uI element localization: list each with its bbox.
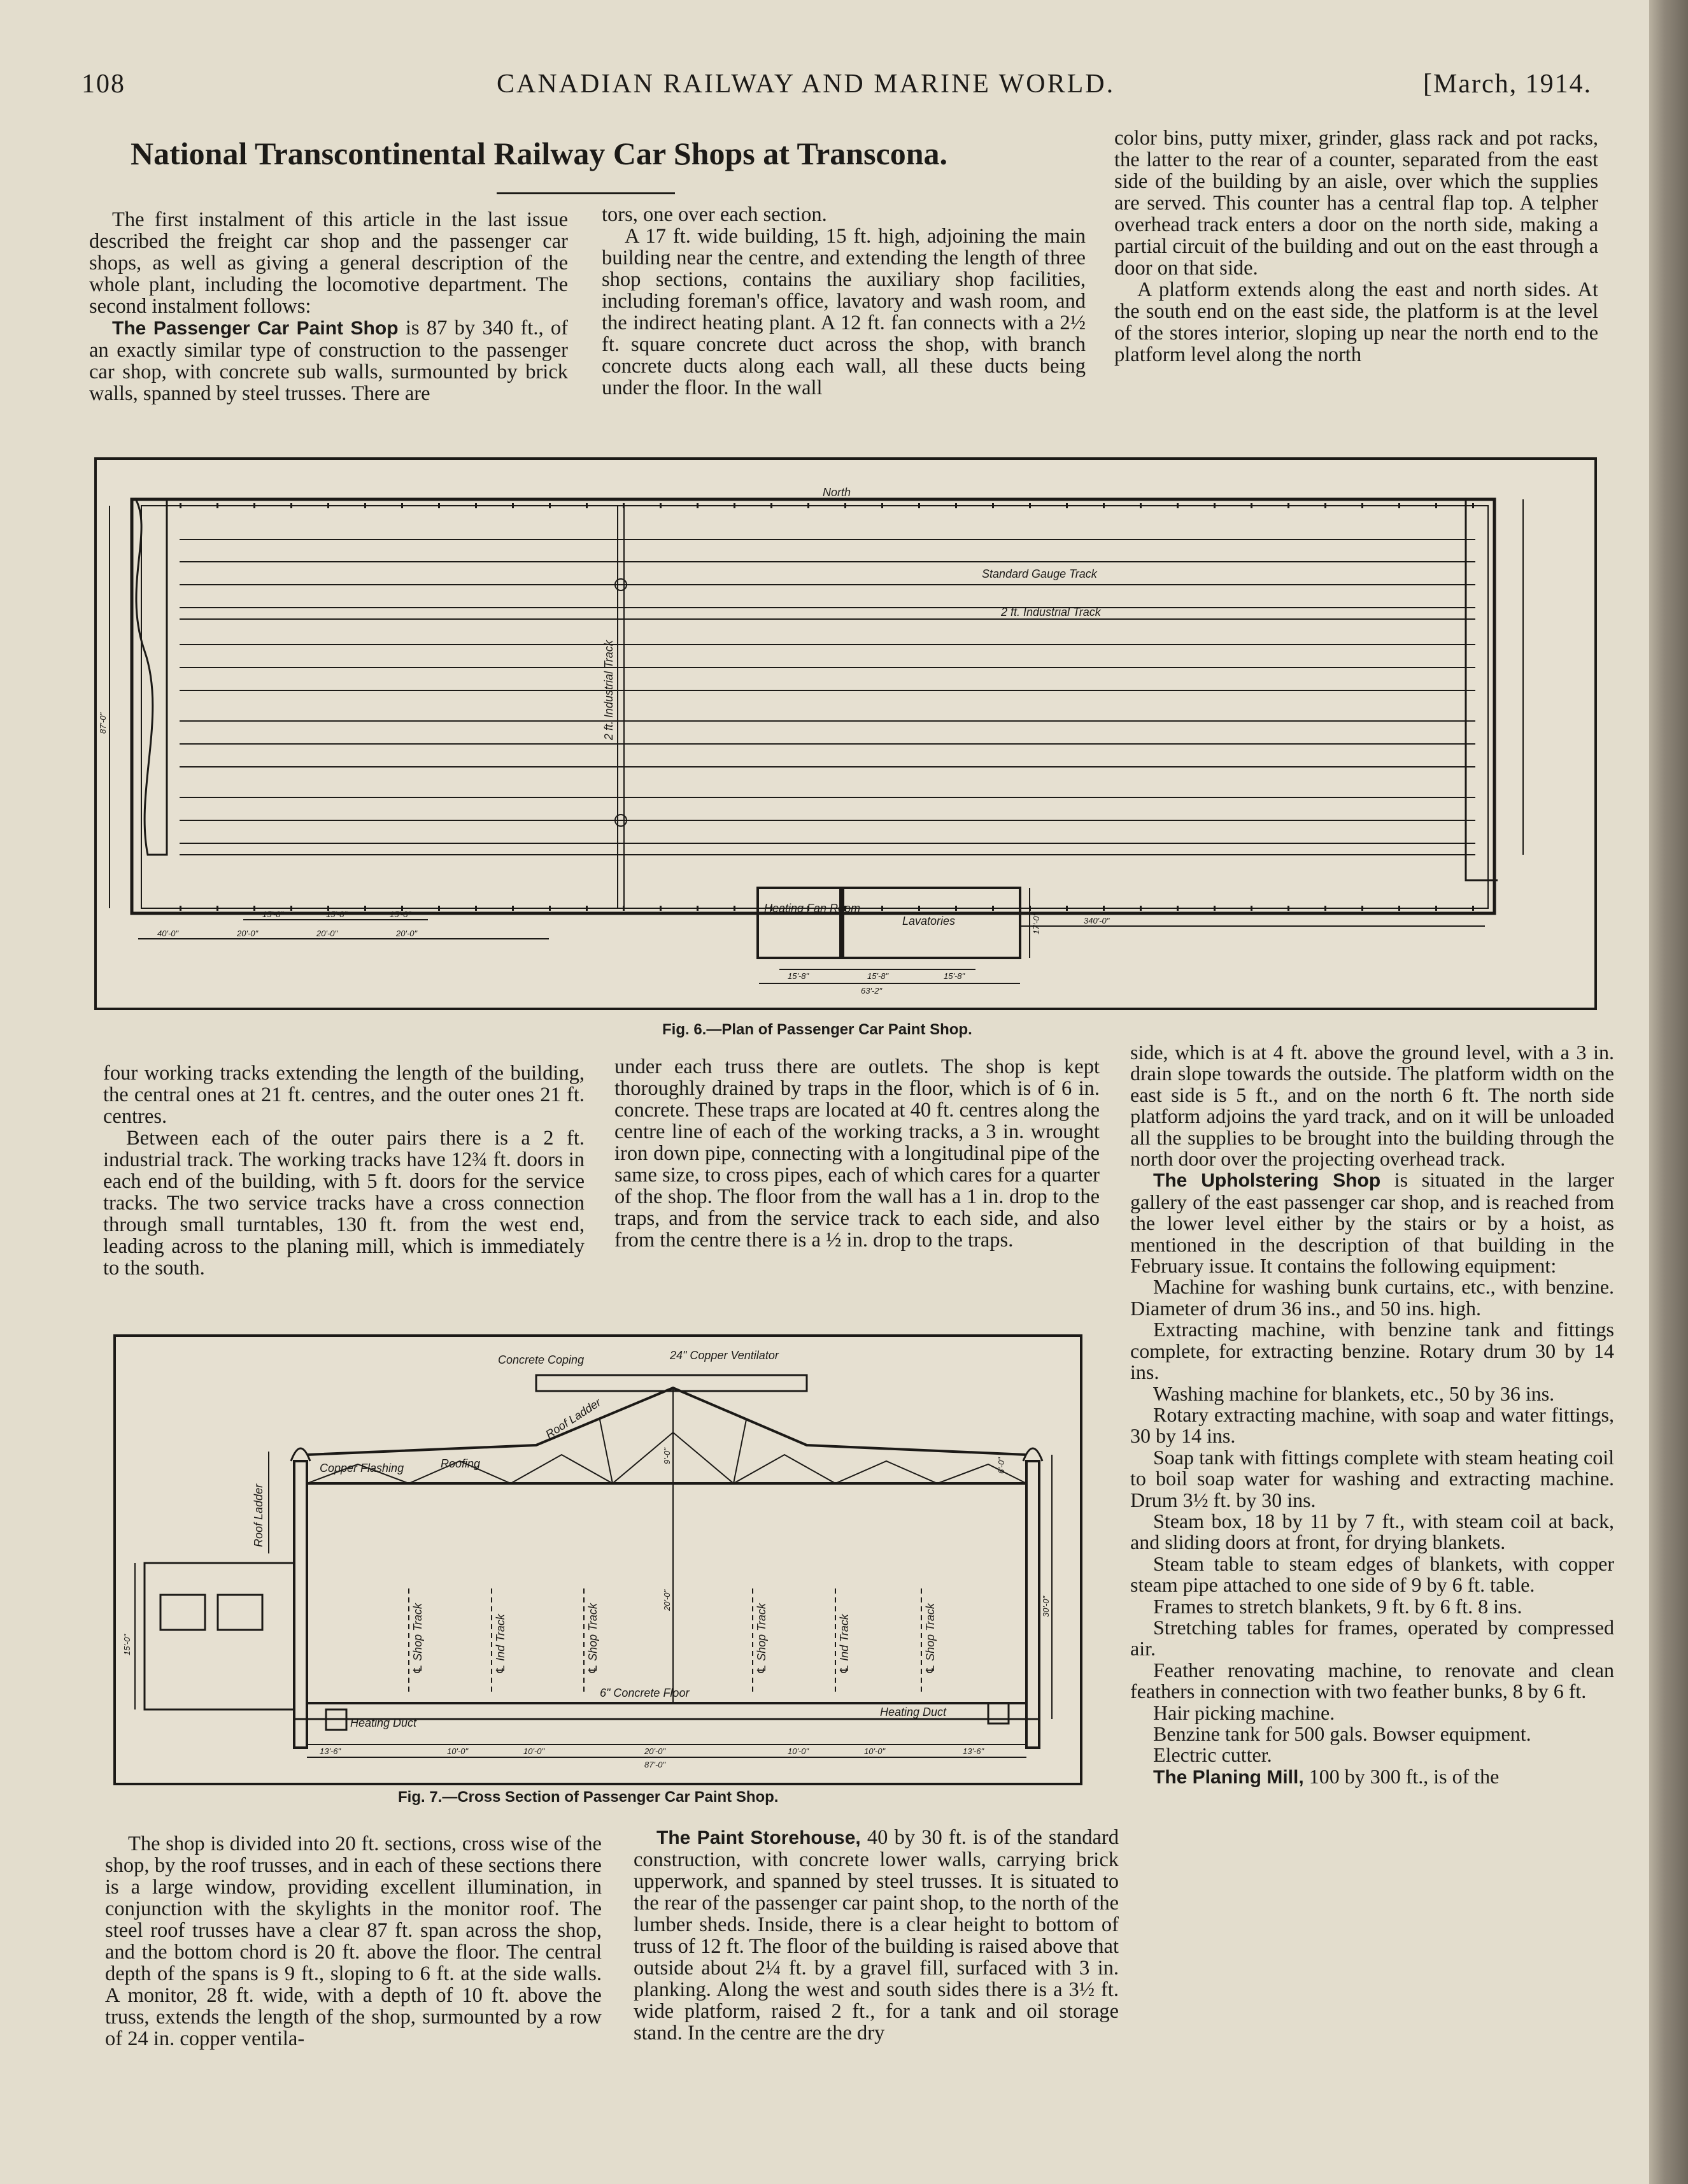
paragraph: four working tracks extending the length of the building, the central ones at 21 ft. centres, and the outer ones 21 ft. centres. (103, 1062, 585, 1128)
fig7-label-roof-ladder-side: Roof Ladder (252, 1483, 265, 1547)
fig6-dim: 20'-0" (316, 929, 338, 938)
equipment-item: Washing machine for blankets, etc., 50 by 36 ins. (1153, 1381, 1555, 1405)
fig7-dim: 30'-0" (1041, 1595, 1051, 1617)
fig7-dim: 15'-0" (122, 1634, 132, 1655)
fig6-svg (97, 460, 1594, 1008)
paragraph: The Paint Storehouse, 40 by 30 ft. is of the standard construction, with concrete lower walls, carrying brick upperwork, and spanned by steel trusses. It is situated to the rear of the passenger car paint shop, to the north of the lumber sheds. Inside, there is a clear height to bottom of truss of 12 ft. The floor of the building is raised above that outside about 2¼ ft. by a gravel fill, surfaced with 3 in. planking. Along the west and south sides there is a 3½ ft. wide platform, raised 2 ft., for a tank and oil storage stand. In the centre are the dry (634, 1826, 1119, 2045)
column-2-mid (614, 1056, 1100, 1251)
fig6-dim: 15'-8" (390, 910, 411, 919)
fig6-label-cross-track: 2 ft. Industrial Track (602, 640, 615, 740)
fig7-label-shop-track: ℄ Shop Track (411, 1603, 424, 1674)
fig7-caption: Fig. 7.—Cross Section of Passenger Car Paint Shop. (398, 1788, 779, 1806)
fig7-svg (116, 1337, 1080, 1783)
paragraph: under each truss there are outlets. The shop is kept thoroughly drained by traps in the floor, which is of 6 in. concrete. These traps are located at 40 ft. centres along the centre line of each of the working tracks, a 3 in. wrought iron down pipe, connecting with a longitudinal pipe of the same size, to cross pipes, each of which cares for a quarter of the shop. The floor from the wall has a 1 in. drop to the traps, and from the service track to each side, and also from the centre there is a ½ in. drop to the traps. (614, 1055, 1100, 1252)
fig7-dim: 13'-6" (320, 1746, 341, 1756)
paragraph: side, which is at 4 ft. above the ground level, with a 3 in. drain slope towards the outside. The platform width on the east side is 5 ft., and on the north 6 ft. The north side platform adjoins the yard track, and on it will be unloaded all the supplies to be brought into the building through the north door over the projecting overhead track. (1130, 1041, 1614, 1171)
fig7-dim: 10'-0" (788, 1746, 809, 1756)
column-1-mid (103, 1062, 585, 1279)
paragraph: The Upholstering Shop is situated in the larger gallery of the east passenger car shop, and is reached from the lower level either by the stairs or by a hoist, as mentioned in the description of that building in the February issue. It contains the following equipment: (1130, 1168, 1615, 1278)
fig6-label-lavatories: Lavatories (902, 915, 956, 927)
fig7-label-shop-track: ℄ Shop Track (586, 1603, 599, 1674)
fig6-dim: 63'-2" (861, 986, 883, 996)
fig6-dim: 20'-0" (237, 929, 259, 938)
equipment-item: Benzine tank for 500 gals. Bowser equipment. (1153, 1722, 1531, 1745)
equipment-item: Hair picking machine. (1153, 1701, 1335, 1724)
fig7-dim: 13'-6" (963, 1746, 984, 1756)
fig7-label-ventilator: 24" Copper Ventilator (670, 1349, 779, 1362)
fig6-dim: 15'-8" (262, 910, 284, 919)
section-heading: The Paint Storehouse, (656, 1827, 861, 1848)
fig7-dim: 20'-0" (662, 1589, 672, 1611)
issue-date: [March, 1914. (1423, 69, 1592, 99)
fig6-dim: 40'-0" (157, 929, 179, 938)
fig6-dim: 15'-8" (788, 971, 809, 981)
fig7-label-concrete-coping: Concrete Coping (498, 1353, 585, 1366)
equipment-item: Extracting machine, with benzine tank and fittings complete, for extracting benzine. Rotary drum 30 by 14 ins. (1130, 1318, 1614, 1384)
fig6-dim: 15'-8" (867, 971, 889, 981)
column-3-top (1114, 127, 1598, 366)
fig7-dim: 10'-0" (447, 1746, 469, 1756)
fig7-dim: 87'-0" (644, 1760, 666, 1769)
column-2-bottom (634, 1827, 1119, 2044)
section-heading: The Passenger Car Paint Shop (112, 318, 399, 339)
fig7-dim: 10'-0" (523, 1746, 545, 1756)
paragraph: The Planing Mill, 100 by 300 ft., is of the (1153, 1764, 1500, 1788)
fig7-label-concrete-floor: 6" Concrete Floor (600, 1687, 690, 1699)
fig7-label-roofing: Roofing (441, 1457, 481, 1470)
paragraph: tors, one over each section. (602, 203, 827, 226)
equipment-item: Rotary extracting machine, with soap and water fittings, 30 by 14 ins. (1130, 1402, 1614, 1448)
fig6-dim: 17'-0" (1032, 913, 1041, 934)
paragraph: The Passenger Car Paint Shop is 87 by 340 ft., of an exactly similar type of construction to the passenger car shop, with concrete sub walls, surmounted by brick walls, spanned by steel trusses. There are (89, 317, 568, 405)
fig6-label-industrial-track: 2 ft. Industrial Track (1001, 606, 1101, 618)
fig6-dim: 20'-0" (396, 929, 418, 938)
section-heading: The Planing Mill, (1153, 1766, 1304, 1788)
article-title: National Transcontinental Railway Car Shops at Transcona. (131, 136, 948, 171)
fig7-label-roof-ladder-top: Roof Ladder (543, 1395, 604, 1441)
fig6-caption: Fig. 6.—Plan of Passenger Car Paint Shop. (662, 1021, 972, 1038)
fig7-label-ind-track: ℄ Ind Track (494, 1614, 507, 1674)
title-rule (497, 192, 675, 194)
fig6-dim: 15'-8" (944, 971, 965, 981)
equipment-item: Electric cutter. (1153, 1743, 1272, 1767)
fig7-label-shop-track: ℄ Shop Track (755, 1603, 768, 1674)
equipment-item: Soap tank with fittings complete with steam heating coil to boil soap water for washing and extracting machine. Drum 3½ ft. by 30 ins. (1130, 1445, 1614, 1511)
section-heading: The Upholstering Shop (1153, 1170, 1381, 1192)
equipment-item: Steam box, 18 by 11 by 7 ft., with steam coil at back, and sliding doors at front, for drying blankets. (1130, 1509, 1614, 1554)
column-1-bottom (105, 1833, 602, 2050)
equipment-item: Machine for washing bunk curtains, etc., with benzine. Diameter of drum 36 ins., and 50 ins. high. (1130, 1275, 1614, 1320)
fig6-plan-drawing (94, 457, 1597, 1010)
fig7-label-heating-duct: Heating Duct (350, 1717, 417, 1729)
paragraph: A platform extends along the east and north sides. At the south end on the east side, the platform is at the level of the stores interior, sloping up near the north end to the platform level along the north (1114, 278, 1598, 366)
paragraph: color bins, putty mixer, grinder, glass rack and pot racks, the latter to the rear of a counter, separated from the east side of the building by an aisle, over which the supplies are served. This counter has a central flap top. A telpher overhead track enters a door on the north side, making a partial circuit of the building and out on the east through a door on that side. (1114, 127, 1598, 280)
fig7-dim: 20'-0" (644, 1746, 666, 1756)
column-1-top (89, 209, 568, 404)
fig6-label-heating-fan-room: Heating Fan Room (764, 902, 861, 915)
fig6-dim: 15'-8" (326, 910, 348, 919)
fig6-label-standard-gauge: Standard Gauge Track (982, 567, 1097, 580)
fig7-dim: 6'-0" (996, 1457, 1006, 1474)
equipment-item: Feather renovating machine, to renovate and clean feathers in connection with two feather bunks, 8 by 6 ft. (1130, 1658, 1614, 1703)
equipment-item: Steam table to steam edges of blankets, with copper steam pipe attached to one side of 9 by 6 ft. table. (1130, 1552, 1614, 1597)
fig7-cross-section-drawing (113, 1334, 1082, 1785)
fig6-dim: 87'-0" (98, 712, 108, 734)
paragraph: The shop is divided into 20 ft. sections, cross wise of the shop, by the roof trusses, and in each of these sections there is a large window, providing excellent illumination, in conjunction with the skylights in the monitor roof. The steel roof trusses have a clear 87 ft. span across the shop, and the bottom chord is 20 ft. above the floor. The central depth of the spans is 9 ft., sloping to 6 ft. at the side walls. A monitor, 28 ft. wide, with a depth of 10 ft. above the truss, extends the length of the shop, surmounted by a row of 24 in. copper ventila- (105, 1832, 602, 2050)
fig6-label-north: North (823, 486, 851, 499)
paragraph: Between each of the outer pairs there is a 2 ft. industrial track. The working tracks have 12¾ ft. doors in each end of the building, with 5 ft. doors for the service tracks. The two service tracks have a cross connection through small turntables, 130 ft. from the west end, leading across to the planing mill, which is immediately to the south. (103, 1127, 585, 1280)
paragraph: The first instalment of this article in the last issue described the freight car shop and the passenger car shops, as well as giving a general description of the whole plant, including the locomotive department. The second instalment follows: (89, 208, 568, 318)
page-gutter (1649, 0, 1688, 2184)
fig7-dim: 9'-0" (662, 1448, 672, 1464)
fig7-label-ind-track: ℄ Ind Track (838, 1614, 851, 1674)
fig7-dim: 10'-0" (864, 1746, 886, 1756)
equipment-item: Stretching tables for frames, operated by compressed air. (1130, 1615, 1614, 1660)
column-2-top (602, 204, 1086, 399)
paragraph: A 17 ft. wide building, 15 ft. high, adjoining the main building near the centre, and extending the length of three shop sections, contains the auxiliary shop facilities, including foreman's office, lavatory and wash room, and the indirect heating plant. A 12 ft. fan connects with a 2½ ft. square concrete duct across the shop, with branch concrete ducts along each wall, all these ducts being under the floor. In the wall (602, 225, 1086, 399)
column-3-mid (1130, 1042, 1614, 1788)
fig7-label-heating-duct: Heating Duct (880, 1706, 947, 1718)
equipment-item: Frames to stretch blankets, 9 ft. by 6 ft. 8 ins. (1153, 1594, 1522, 1618)
page-number: 108 (82, 69, 125, 99)
fig6-dim: 340'-0" (1084, 916, 1110, 925)
journal-title: CANADIAN RAILWAY AND MARINE WORLD. (497, 69, 1116, 99)
fig7-label-shop-track: ℄ Shop Track (924, 1603, 937, 1674)
fig7-label-copper-flashing: Copper Flashing (320, 1462, 404, 1474)
